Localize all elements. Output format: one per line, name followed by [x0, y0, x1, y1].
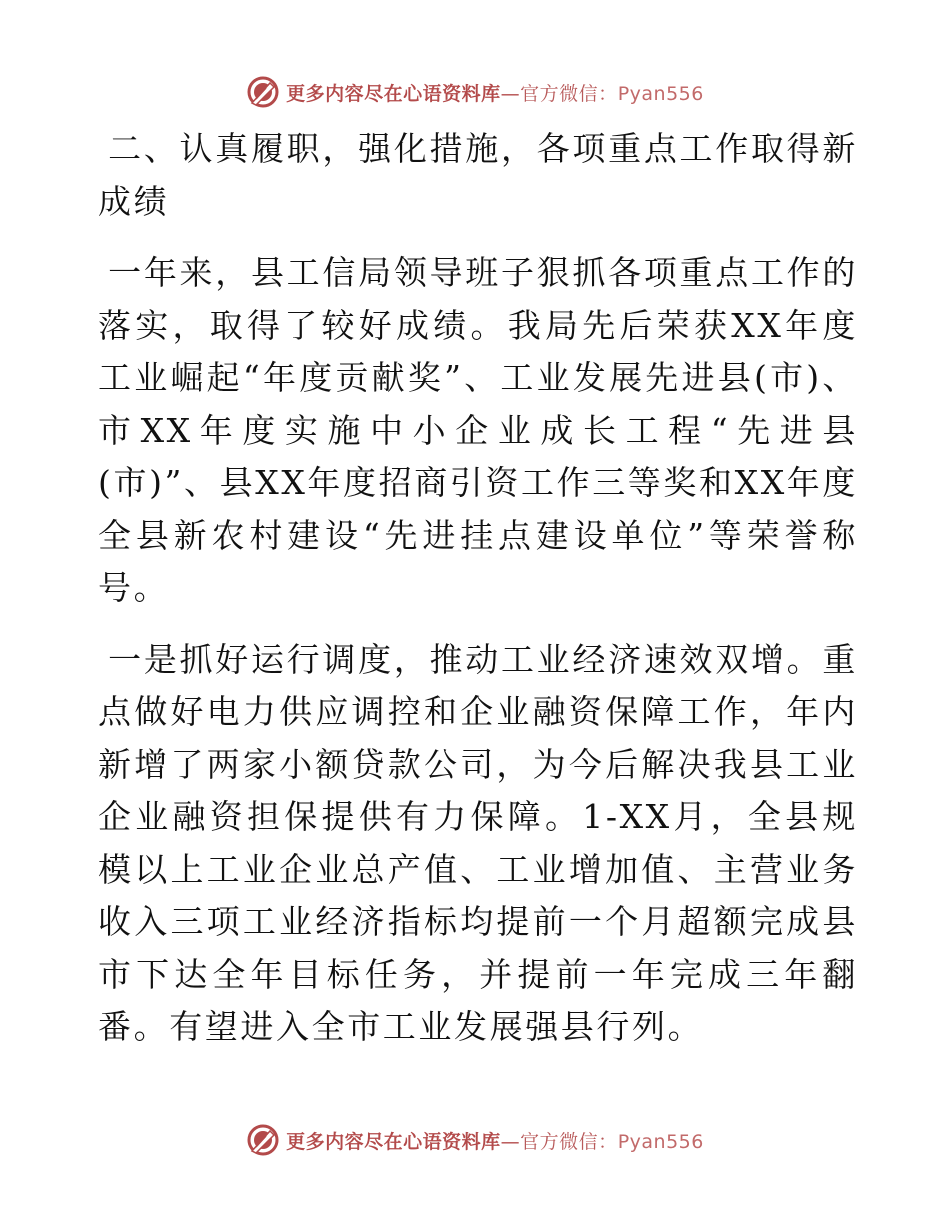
pen-logo-icon — [246, 1123, 280, 1157]
watermark-separator: — — [500, 1130, 521, 1153]
watermark-text — [286, 1127, 704, 1154]
watermark-wechat-id: Pyan556 — [617, 1130, 704, 1153]
header-watermark — [0, 72, 950, 112]
watermark-separator: — — [500, 82, 521, 105]
watermark-wechat-label: 官方微信： — [520, 1130, 618, 1153]
paragraph-honors — [98, 247, 858, 615]
document-body — [98, 123, 858, 1073]
watermark-main: 更多内容尽在心语资料库 — [286, 1130, 501, 1153]
paragraph-operations — [98, 634, 858, 1054]
watermark-text — [286, 79, 704, 106]
pen-logo-icon — [246, 75, 280, 109]
watermark-wechat-label: 官方微信： — [520, 82, 618, 105]
watermark-main: 更多内容尽在心语资料库 — [286, 82, 501, 105]
section-heading — [98, 123, 858, 228]
section-heading-text: 二、认真履职，强化措施，各项重点工作取得新成绩 — [98, 129, 858, 221]
footer-watermark — [0, 1120, 950, 1160]
watermark-wechat-id: Pyan556 — [617, 82, 704, 105]
paragraph-honors-text: 一年来，县工信局领导班子狠抓各项重点工作的落实，取得了较好成绩。我局先后荣获XX年度工业崛起“年度贡献奖”、工业发展先进县(市)、市XX年度实施中小企业成长工程“先进县(市)”、县XX年度招商引资工作三等奖和XX年度全县新农村建设“先进挂点建设单位”等荣誉称号。 — [98, 253, 858, 607]
paragraph-operations-text: 一是抓好运行调度，推动工业经济速效双增。重点做好电力供应调控和企业融资保障工作，年内新增了两家小额贷款公司，为今后解决我县工业企业融资担保提供有力保障。1-XX月，全县规模以上工业企业总产值、工业增加值、主营业务收入三项工业经济指标均提前一个月超额完成县市下达全年目标任务，并提前一年完成三年翻番。有望进入全市工业发展强县行列。 — [98, 639, 858, 1046]
